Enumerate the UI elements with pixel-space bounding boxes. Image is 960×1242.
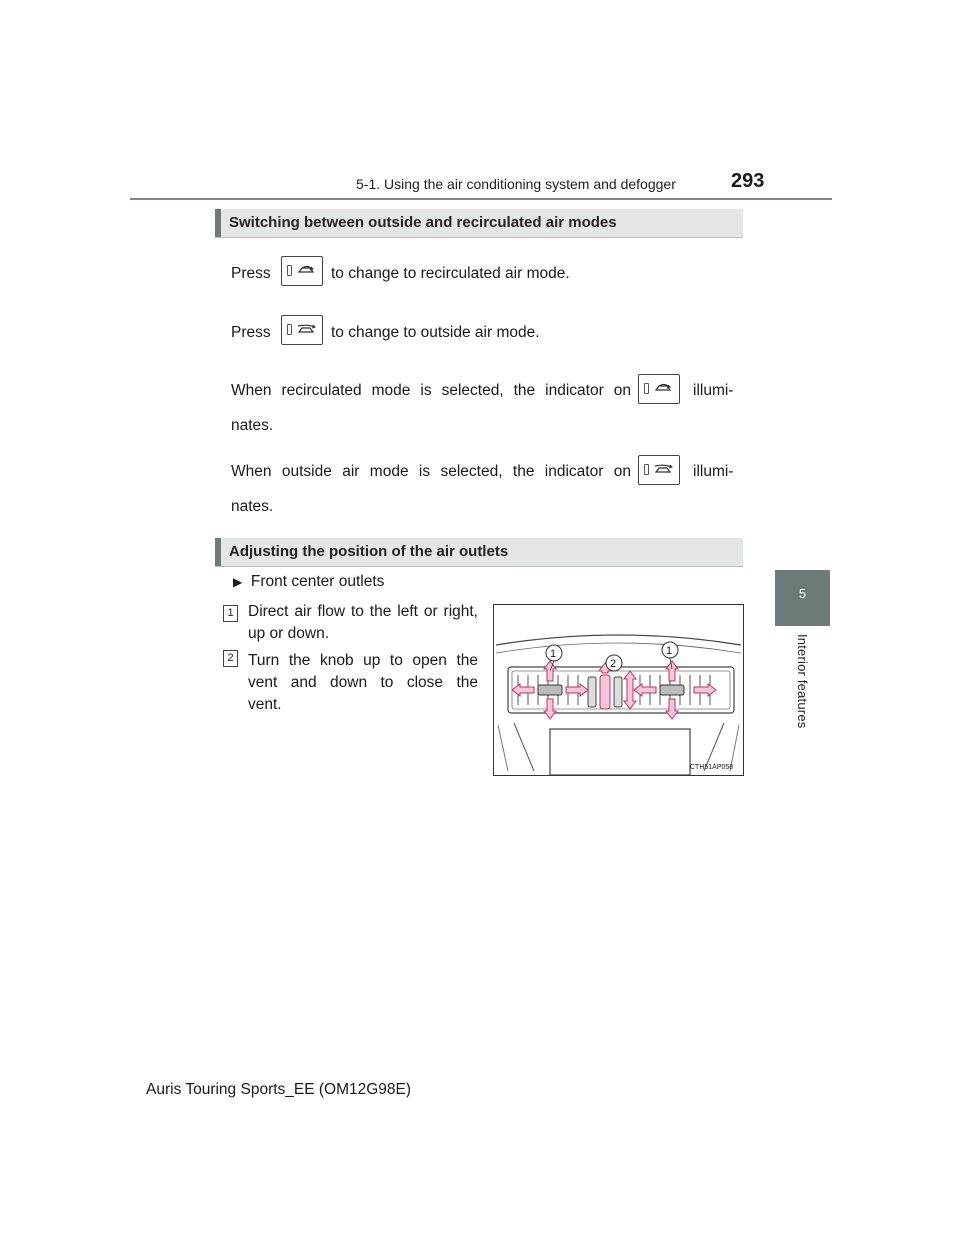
indicator-led-icon <box>287 324 292 335</box>
instruction-recirc-mode: to change to recirculated air mode. <box>331 265 570 282</box>
figure-callout: 1 <box>666 645 673 657</box>
item-1-line-2: up or down. <box>248 625 329 642</box>
item-2-line-3: vent. <box>248 696 282 713</box>
instruction-outside-mode: to change to outside air mode. <box>331 324 540 341</box>
item-number-box: 1 <box>223 605 238 622</box>
item-number-box: 2 <box>223 650 238 667</box>
car-recirculate-icon <box>655 382 673 394</box>
outside-indicator-nates: nates. <box>231 498 274 515</box>
item-1-line-1: Direct air flow to the left or right, <box>248 603 478 620</box>
header-rule <box>130 198 832 200</box>
recirculated-air-button-icon <box>281 256 323 286</box>
instruction-press-recirc: Press <box>231 265 271 282</box>
section-heading-label: Switching between outside and recirculated air modes <box>229 214 617 231</box>
section-heading-air-modes <box>215 209 743 238</box>
recirculated-indicator-icon <box>638 374 680 404</box>
item-2-line-2: vent and down to close the <box>248 674 478 691</box>
figure-callout: 1 <box>550 648 557 660</box>
chapter-number: 5 <box>798 586 807 601</box>
car-outside-air-icon <box>298 323 316 335</box>
section-heading-label: Adjusting the position of the air outlets <box>229 543 509 560</box>
indicator-led-icon <box>644 464 649 475</box>
figure-code: CTH51AP058 <box>690 764 734 771</box>
section-heading-air-outlets <box>215 538 743 567</box>
outside-air-button-icon <box>281 315 323 345</box>
air-outlets-figure <box>493 604 744 776</box>
air-outlets-illustration <box>494 605 743 775</box>
recirc-indicator-illumi: illumi- <box>693 382 734 399</box>
figure-callout: 2 <box>610 658 617 670</box>
subheading-text: Front center outlets <box>250 573 385 590</box>
heading-accent <box>215 209 221 237</box>
outside-indicator-icon <box>638 455 680 485</box>
subheading-front-center-outlets <box>233 572 384 592</box>
indicator-led-icon <box>287 265 292 276</box>
outside-indicator-illumi: illumi- <box>693 463 734 480</box>
chapter-label: Interior features <box>795 634 810 729</box>
recirc-indicator-nates: nates. <box>231 417 274 434</box>
triangle-bullet-icon: ▶ <box>233 575 243 589</box>
car-outside-air-icon <box>655 463 673 475</box>
footer-model: Auris Touring Sports_EE (OM12G98E) <box>146 1081 412 1098</box>
car-recirculate-icon <box>298 264 316 276</box>
indicator-led-icon <box>644 383 649 394</box>
heading-accent <box>215 538 221 566</box>
instruction-press-outside: Press <box>231 324 271 341</box>
outside-indicator-text: When outside air mode is selected, the indicator on <box>231 463 631 480</box>
section-title: 5-1. Using the air conditioning system and defogger <box>356 176 676 192</box>
recirc-indicator-text: When recirculated mode is selected, the indicator on <box>231 382 631 399</box>
item-2-line-1: Turn the knob up to open the <box>248 652 478 669</box>
page-number: 293 <box>731 170 765 192</box>
